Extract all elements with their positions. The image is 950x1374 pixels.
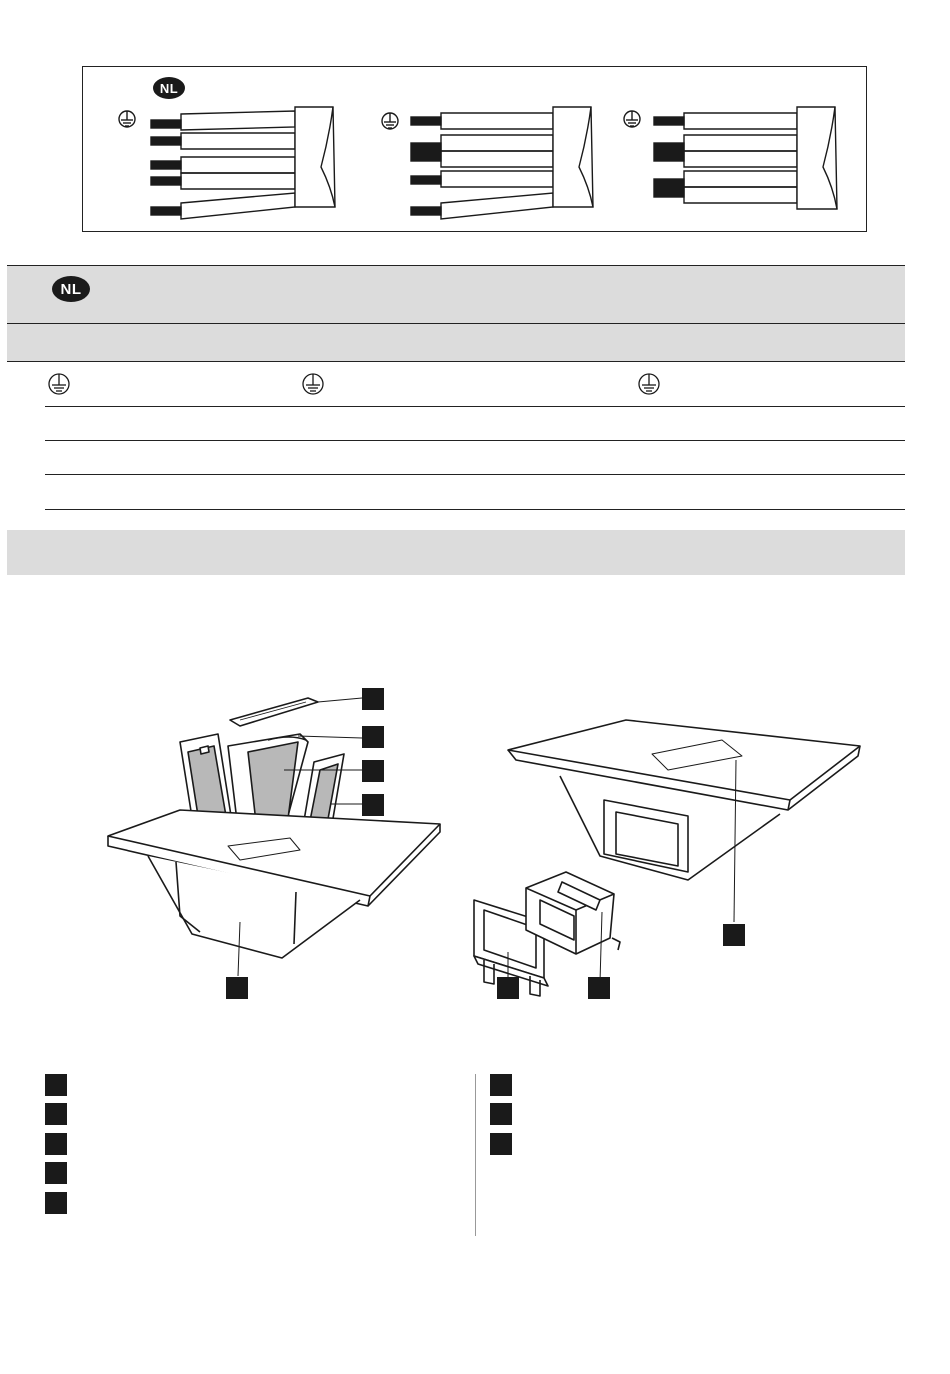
legend-marker <box>490 1074 512 1096</box>
earth-icon <box>119 111 135 127</box>
earth-icon <box>49 374 69 394</box>
callout-marker <box>226 977 248 999</box>
hood-icon <box>508 720 860 880</box>
legend-marker <box>45 1133 67 1155</box>
hood-icon <box>108 810 440 958</box>
table-row-line <box>45 440 905 441</box>
earth-icon <box>303 374 323 394</box>
callout-marker <box>362 726 384 748</box>
parts-illustration <box>0 660 950 1020</box>
wiring-panels <box>83 67 868 233</box>
table-row-line <box>45 406 905 407</box>
nl-badge: NL <box>52 276 90 302</box>
legend-marker <box>490 1103 512 1125</box>
callout-marker <box>497 977 519 999</box>
table-subheader-band <box>7 323 905 362</box>
table-row-line <box>45 509 905 510</box>
callout-marker <box>362 688 384 710</box>
legend-marker <box>45 1103 67 1125</box>
legend-divider <box>475 1074 476 1236</box>
callout-marker <box>723 924 745 946</box>
earth-icon <box>382 113 398 129</box>
callout-marker <box>362 760 384 782</box>
wiring-panel-1 <box>119 107 335 219</box>
legend-marker <box>45 1074 67 1096</box>
legend-marker <box>45 1162 67 1184</box>
nl-badge: NL <box>153 77 185 99</box>
callout-marker <box>362 794 384 816</box>
earth-icon <box>639 374 659 394</box>
wiring-panel-3 <box>624 107 837 209</box>
wiring-diagram <box>82 66 867 232</box>
wiring-panel-2 <box>382 107 593 219</box>
legend-marker <box>490 1133 512 1155</box>
table-row-line <box>45 474 905 475</box>
table-header-band <box>7 265 905 324</box>
callout-marker <box>588 977 610 999</box>
legend-marker <box>45 1192 67 1214</box>
section-title-band <box>7 530 905 575</box>
bar-filter <box>230 698 318 726</box>
table-ground-symbols <box>0 362 950 402</box>
earth-icon <box>624 111 640 127</box>
